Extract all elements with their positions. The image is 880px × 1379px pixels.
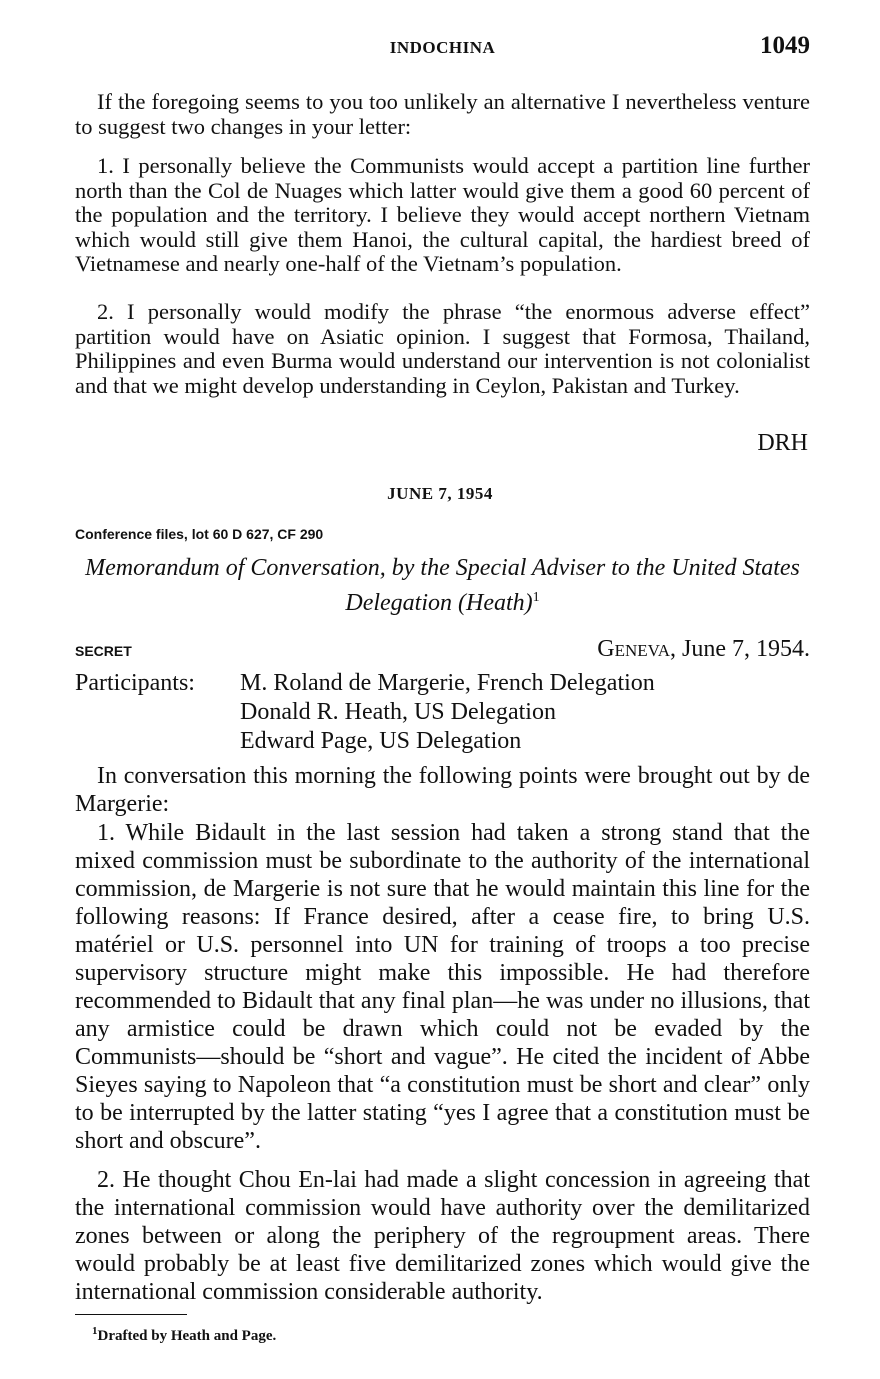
memo-date: , June 7, 1954. <box>670 636 810 662</box>
participant-3: Edward Page, US Delegation <box>240 728 522 754</box>
title-footnote-ref: 1 <box>532 590 540 605</box>
place: Geneva <box>597 636 670 662</box>
page-header <box>75 32 810 68</box>
footnote-number: 1 <box>92 1325 98 1337</box>
running-head: INDOCHINA <box>389 38 496 57</box>
classification-label: SECRET <box>75 643 132 659</box>
source-citation: Conference files, lot 60 D 627, CF 290 <box>75 526 324 542</box>
participant-2: Donald R. Heath, US Delegation <box>240 699 556 725</box>
signature-initials: DRH <box>757 430 808 456</box>
date-heading: JUNE 7, 1954 <box>387 484 493 503</box>
memo-intro-paragraph: In conversation this morning the following points were brought out by de Margerie: <box>75 763 810 817</box>
memo-point-2: 2. He thought Chou En-lai had made a slight concession in agreeing that the international commission would have authority over the demilitarized zones between or along the periphery of the regroupment areas. There would probably be at least five demilitarized zones which would give the international commission considerable authority. <box>75 1167 810 1305</box>
participants-label: Participants: <box>75 670 195 696</box>
document-title <box>75 553 810 618</box>
document-title-text: Memorandum of Conversation, by the Special Adviser to the United States Delegation (Heath) <box>85 555 800 616</box>
footnote-rule <box>75 1314 187 1315</box>
footnote <box>92 1325 276 1345</box>
place-date-line <box>597 636 810 663</box>
letter-intro-paragraph: If the foregoing seems to you too unlikely an alternative I nevertheless venture to suggest two changes in your letter: <box>75 89 810 139</box>
page-number: 1049 <box>760 32 810 59</box>
participant-1: M. Roland de Margerie, French Delegation <box>240 670 655 696</box>
memo-point-1: 1. While Bidault in the last session had taken a strong stand that the mixed commission must be subordinate to the authority of the international commission, de Margerie is not sure that he would maintain this line for the following reasons: If France desired, after a cease fire, to bring U.S. matériel or U.S. personnel into UN for training of troops a too precise supervisory structure might make this impossible. He had therefore recommended to Bidault that any final plan—he was under no illusions, that any armistice could be drawn which could not be evaded by the Communists—should be “short and vague”. He cited the incident of Abbe Sieyes saying to Napoleon that “a constitution must be short and clear” only to be interrupted by the latter stating “yes I agree that a constitution must be short and obscure”. <box>75 820 810 1154</box>
footnote-text: Drafted by Heath and Page. <box>97 1328 277 1344</box>
letter-point-1: 1. I personally believe the Communists would accept a partition line further north than the Col de Nuages which latter would give them a good 60 percent of the population and the territory. I believe they would accept northern Vietnam which would still give them Hanoi, the cultural capital, the hardiest breed of Vietnamese and nearly one-half of the Vietnam’s population. <box>75 153 810 276</box>
letter-point-2: 2. I personally would modify the phrase “the enormous adverse effect” partition would have on Asiatic opinion. I suggest that Formosa, Thailand, Philippines and even Burma would understand our intervention is not colonialist and that we might develop understanding in Ceylon, Pakistan and Turkey. <box>75 299 810 398</box>
